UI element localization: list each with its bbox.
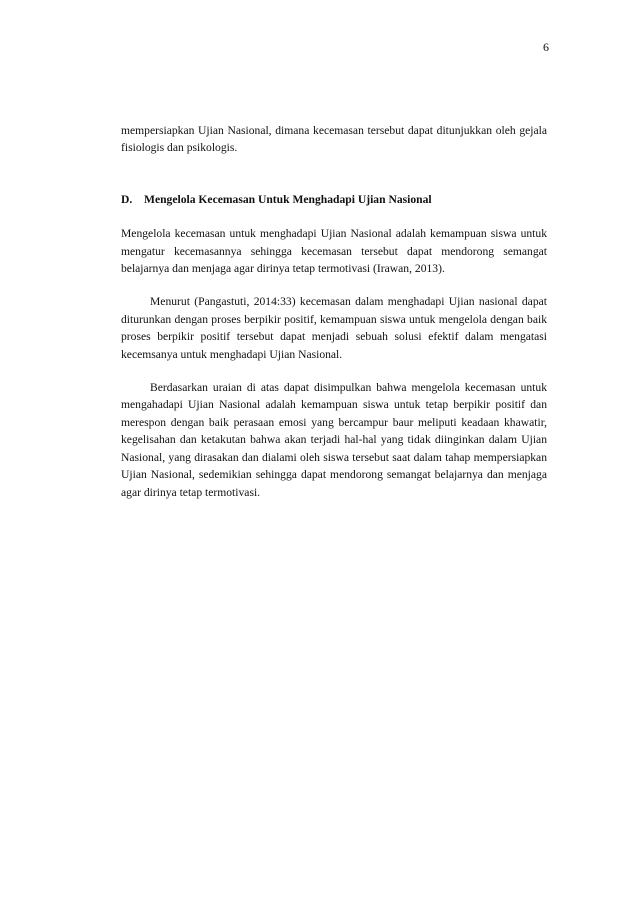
page-body [121, 122, 547, 501]
section-title: Mengelola Kecemasan Untuk Menghadapi Ujian Nasional [144, 192, 432, 206]
page-number: 6 [543, 40, 549, 54]
continuation-paragraph: mempersiapkan Ujian Nasional, dimana kecemasan tersebut dapat ditunjukkan oleh gejala fisiologis dan psikologis. [121, 124, 547, 155]
section-heading [121, 191, 547, 208]
body-paragraph-1: Mengelola kecemasan untuk menghadapi Ujian Nasional adalah kemampuan siswa untuk mengatur kecemasannya sehingga kecemasan tersebut dapat mendorong semangat belajarnya dan menjaga agar dirinya tetap termotivasi (Irawan, 2013). [121, 227, 547, 276]
body-paragraph-3: Berdasarkan uraian di atas dapat disimpulkan bahwa mengelola kecemasan untuk mengahadapi Ujian Nasional adalah kemampuan siswa untuk tetap berpikir positif dan merespon dengan baik perasaan emosi yang bercampur baur meliputi keadaan khawatir, kegelisahan dan ketakutan bahwa akan terjadi hal-hal yang tidak diinginkan dalam Ujian Nasional, yang dirasakan dan dialami oleh siswa tersebut saat dalam tahap mempersiapkan Ujian Nasional, sedemikian sehingga dapat mendorong semangat belajarnya dan menjaga agar dirinya tetap termotivasi. [121, 381, 547, 499]
body-paragraph-2: Menurut (Pangastuti, 2014:33) kecemasan dalam menghadapi Ujian nasional dapat diturunkan dengan proses berpikir positif, kemampuan siswa untuk mengelola dengan baik proses berpikir positif tersebut dapat menjadi sebuah solusi efektif dalam mengatasi kecemsanya untuk menghadapi Ujian Nasional. [121, 295, 547, 361]
section-letter: D. [121, 192, 133, 206]
